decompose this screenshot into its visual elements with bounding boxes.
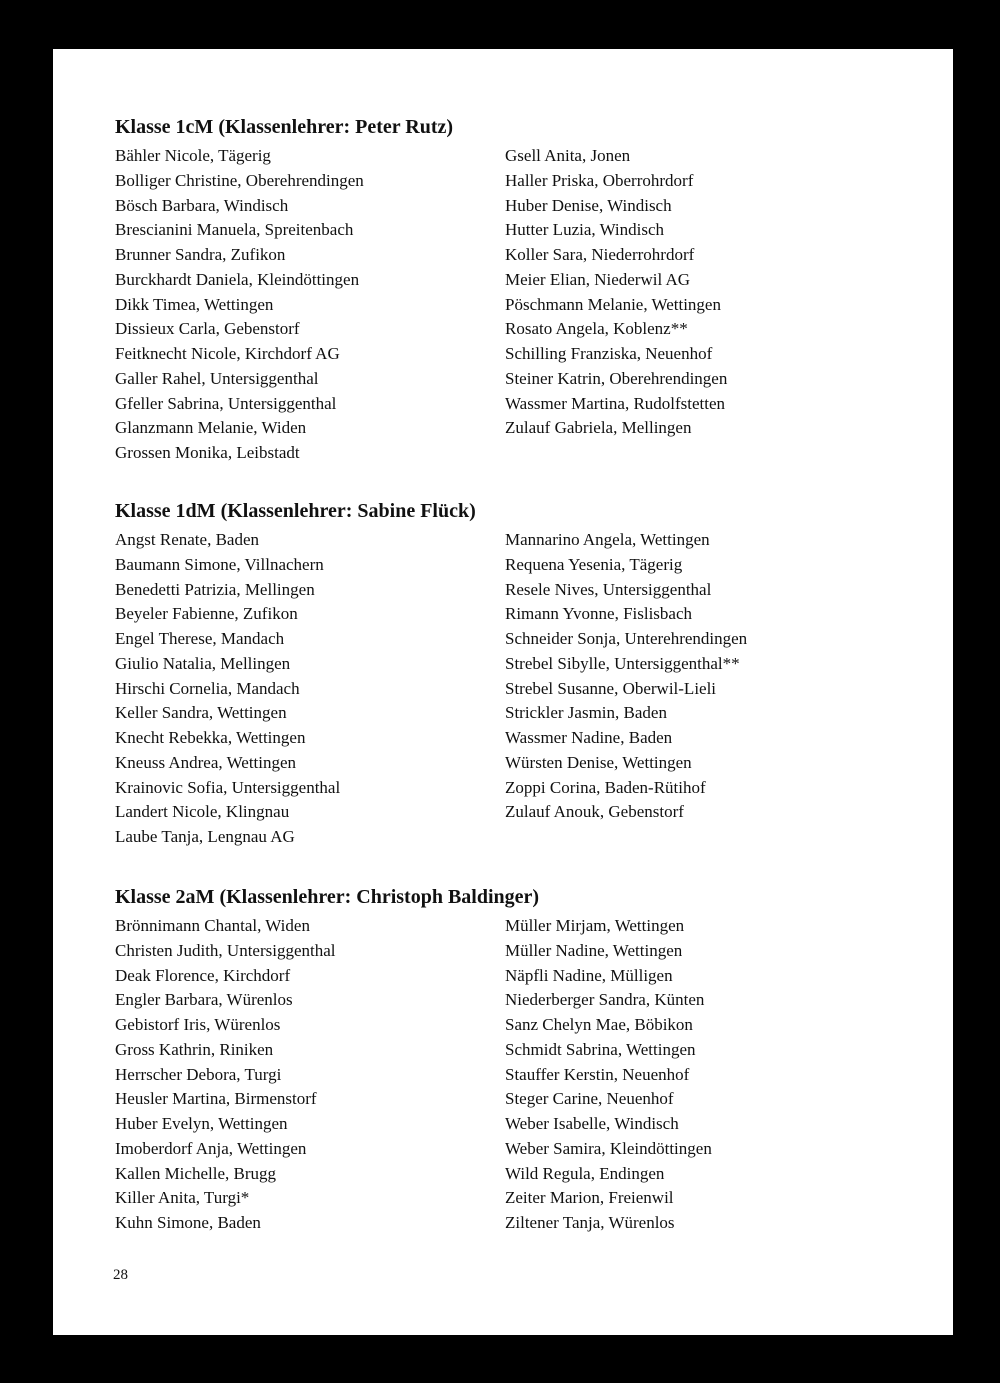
student-entry: Bösch Barbara, Windisch: [115, 195, 289, 215]
student-entry: Stauffer Kerstin, Neuenhof: [505, 1064, 690, 1084]
student-entry: Koller Sara, Niederrohrdorf: [505, 245, 695, 264]
student-entry: Brescianini Manuela, Spreitenbach: [115, 220, 354, 240]
student-entry: Müller Nadine, Wettingen: [505, 940, 683, 960]
student-list-right: [505, 144, 727, 441]
document-page: [53, 49, 953, 1335]
student-entry: Strebel Sibylle, Untersiggenthal**: [505, 653, 740, 673]
student-entry: Benedetti Patrizia, Mellingen: [115, 579, 315, 599]
section-heading: [115, 499, 915, 523]
student-list-right: [505, 914, 712, 1236]
student-entry: Imoberdorf Anja, Wettingen: [115, 1138, 307, 1158]
student-entry: Keller Sandra, Wettingen: [115, 703, 287, 723]
student-entry: Weber Samira, Kleindöttingen: [505, 1138, 712, 1158]
student-entry: Rimann Yvonne, Fislisbach: [505, 604, 693, 624]
student-entry: Würsten Denise, Wettingen: [505, 752, 692, 772]
class-name: Klasse 1dM: [115, 500, 216, 522]
student-entry: Weber Isabelle, Windisch: [505, 1114, 679, 1133]
student-entry: Steiner Katrin, Oberehrendingen: [505, 368, 728, 388]
student-list-left: [115, 144, 364, 466]
page-number: 28: [113, 1267, 128, 1283]
student-entry: Huber Evelyn, Wettingen: [115, 1114, 288, 1133]
student-entry: Kneuss Andrea, Wettingen: [115, 752, 297, 772]
class-section-1dm: [115, 499, 915, 846]
student-entry: Deak Florence, Kirchdorf: [115, 965, 291, 985]
student-entry: Zulauf Anouk, Gebenstorf: [505, 802, 684, 822]
student-list-left: [115, 528, 340, 850]
student-entry: Engler Barbara, Würenlos: [115, 990, 293, 1010]
student-entry: Brönnimann Chantal, Widen: [115, 916, 310, 935]
student-entry: Galler Rahel, Untersiggenthal: [115, 368, 319, 388]
student-entry: Schmidt Sabrina, Wettingen: [505, 1039, 696, 1059]
student-entry: Giulio Natalia, Mellingen: [115, 653, 291, 673]
class-section-2am: [115, 885, 915, 1232]
student-entry: Dissieux Carla, Gebenstorf: [115, 319, 300, 339]
student-entry: Schneider Sonja, Unterehrendingen: [505, 629, 748, 648]
student-list-right: [505, 528, 747, 825]
student-entry: Bähler Nicole, Tägerig: [115, 146, 271, 165]
student-entry: Gebistorf Iris, Würenlos: [115, 1015, 281, 1034]
student-entry: Baumann Simone, Villnachern: [115, 554, 324, 574]
student-entry: Strebel Susanne, Oberwil-Lieli: [505, 678, 717, 698]
student-entry: Steger Carine, Neuenhof: [505, 1089, 674, 1109]
student-entry: Bolliger Christine, Oberehrendingen: [115, 170, 364, 190]
student-entry: Requena Yesenia, Tägerig: [505, 554, 683, 574]
student-entry: Beyeler Fabienne, Zufikon: [115, 604, 298, 624]
student-entry: Gsell Anita, Jonen: [505, 146, 631, 165]
student-entry: Engel Therese, Mandach: [115, 629, 285, 648]
student-entry: Zoppi Corina, Baden-Rütihof: [505, 777, 706, 797]
class-teacher: (Klassenlehrer: Sabine Flück): [220, 500, 476, 522]
student-entry: Kuhn Simone, Baden: [115, 1213, 261, 1232]
student-entry: Kallen Michelle, Brugg: [115, 1163, 276, 1183]
student-entry: Sanz Chelyn Mae, Böbikon: [505, 1015, 693, 1034]
student-entry: Heusler Martina, Birmenstorf: [115, 1089, 317, 1109]
section-heading: [115, 885, 915, 909]
student-entry: Meier Elian, Niederwil AG: [505, 269, 691, 289]
student-entry: Mannarino Angela, Wettingen: [505, 530, 710, 549]
student-entry: Wassmer Nadine, Baden: [505, 728, 673, 747]
student-entry: Burckhardt Daniela, Kleindöttingen: [115, 269, 360, 289]
student-entry: Christen Judith, Untersiggenthal: [115, 940, 336, 960]
student-entry: Brunner Sandra, Zufikon: [115, 245, 286, 264]
student-list-left: [115, 914, 336, 1236]
student-entry: Ziltener Tanja, Würenlos: [505, 1213, 675, 1232]
class-name: Klasse 2aM: [115, 886, 215, 908]
student-entry: Wassmer Martina, Rudolfstetten: [505, 393, 726, 413]
class-name: Klasse 1cM: [115, 116, 214, 138]
student-entry: Hutter Luzia, Windisch: [505, 220, 665, 240]
student-entry: Näpfli Nadine, Mülligen: [505, 965, 673, 985]
student-entry: Knecht Rebekka, Wettingen: [115, 728, 306, 747]
class-section-1cm: [115, 115, 915, 462]
student-entry: Landert Nicole, Klingnau: [115, 802, 290, 822]
student-entry: Wild Regula, Endingen: [505, 1163, 665, 1183]
student-entry: Haller Priska, Oberrohrdorf: [505, 170, 694, 190]
student-entry: Huber Denise, Windisch: [505, 195, 672, 215]
student-entry: Zulauf Gabriela, Mellingen: [505, 418, 692, 438]
student-entry: Laube Tanja, Lengnau AG: [115, 827, 295, 846]
student-entry: Niederberger Sandra, Künten: [505, 990, 705, 1010]
student-entry: Dikk Timea, Wettingen: [115, 294, 274, 314]
student-entry: Müller Mirjam, Wettingen: [505, 916, 685, 935]
student-entry: Feitknecht Nicole, Kirchdorf AG: [115, 344, 340, 363]
student-entry: Pöschmann Melanie, Wettingen: [505, 294, 721, 314]
student-entry: Krainovic Sofia, Untersiggenthal: [115, 777, 341, 797]
student-entry: Zeiter Marion, Freienwil: [505, 1188, 674, 1208]
student-entry: Killer Anita, Turgi*: [115, 1188, 250, 1208]
student-entry: Schilling Franziska, Neuenhof: [505, 344, 713, 363]
student-entry: Hirschi Cornelia, Mandach: [115, 678, 300, 698]
student-entry: Glanzmann Melanie, Widen: [115, 418, 307, 438]
student-entry: Gfeller Sabrina, Untersiggenthal: [115, 393, 337, 413]
student-entry: Strickler Jasmin, Baden: [505, 703, 667, 723]
section-heading: [115, 115, 915, 139]
student-entry: Grossen Monika, Leibstadt: [115, 443, 300, 462]
student-entry: Resele Nives, Untersiggenthal: [505, 579, 712, 599]
student-entry: Angst Renate, Baden: [115, 530, 259, 549]
student-entry: Rosato Angela, Koblenz**: [505, 319, 688, 339]
student-entry: Herrscher Debora, Turgi: [115, 1064, 282, 1084]
student-entry: Gross Kathrin, Riniken: [115, 1039, 274, 1059]
class-teacher: (Klassenlehrer: Peter Rutz): [218, 116, 454, 138]
class-teacher: (Klassenlehrer: Christoph Baldinger): [219, 886, 540, 908]
